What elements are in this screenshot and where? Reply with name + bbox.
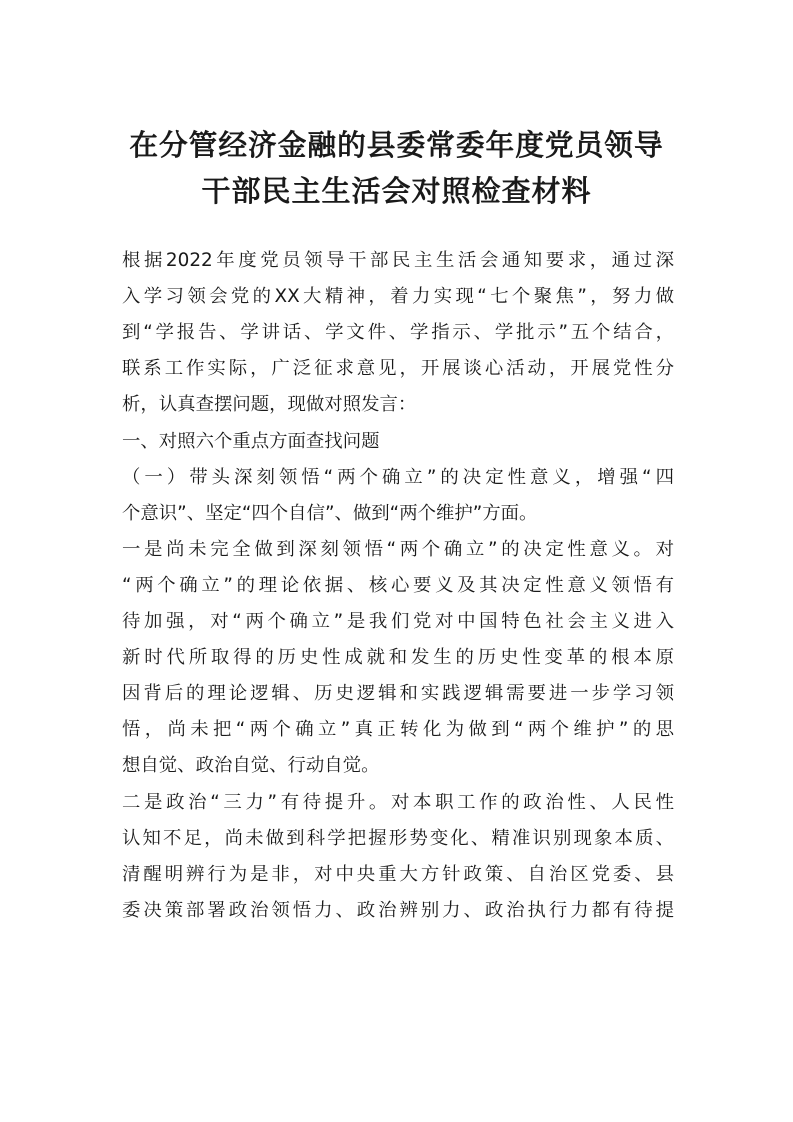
body-text-line: 入学习领会党的XX大精神，着力实现“七个聚焦”，努力做	[122, 286, 674, 308]
body-text-line: 一、对照六个重点方面查找问题	[122, 430, 380, 452]
body-text-line: 联系工作实际，广泛征求意见，开展谈心活动，开展党性分	[122, 358, 674, 380]
body-text-line: 悟，尚未把“两个确立”真正转化为做到“两个维护”的思	[122, 719, 674, 741]
body-text-line: 到“学报告、学讲话、学文件、学指示、学批示”五个结合，	[122, 322, 674, 344]
body-text-line: 根据2022年度党员领导干部民主生活会通知要求，通过深	[122, 250, 674, 271]
body-text-line: 待加强，对“两个确立”是我们党对中国特色社会主义进入	[122, 611, 674, 632]
body-text-line: （一）带头深刻领悟“两个确立”的决定性意义，增强“四	[122, 466, 674, 488]
body-text-line: 析，认真查摆问题，现做对照发言：	[122, 394, 417, 416]
body-text-line: 个意识”、坚定“四个自信”、做到“两个维护”方面。	[122, 502, 538, 524]
body-text-line: “两个确立”的理论依据、核心要义及其决定性意义领悟有	[122, 574, 674, 596]
body-text-line: 因背后的理论逻辑、历史逻辑和实践逻辑需要进一步学习领	[122, 683, 674, 705]
body-text-line: 清醒明辨行为是非，对中央重大方针政策、自治区党委、县	[122, 863, 674, 885]
body-text-line: 委决策部署政治领悟力、政治辨别力、政治执行力都有待提	[122, 899, 674, 921]
body-text-line: 新时代所取得的历史性成就和发生的历史性变革的根本原	[122, 647, 674, 669]
body-text-line: 想自觉、政治自觉、行动自觉。	[122, 755, 380, 777]
document-title-line-1: 在分管经济金融的县委常委年度党员领导	[129, 128, 664, 162]
document-title-line-2: 干部民主生活会对照检查材料	[201, 174, 592, 208]
body-text-line: 二是政治“三力”有待提升。对本职工作的政治性、人民性	[122, 791, 674, 813]
body-text-line: 认知不足，尚未做到科学把握形势变化、精准识别现象本质、	[122, 827, 674, 849]
body-text-line: 一是尚未完全做到深刻领悟“两个确立”的决定性意义。对	[122, 538, 674, 560]
